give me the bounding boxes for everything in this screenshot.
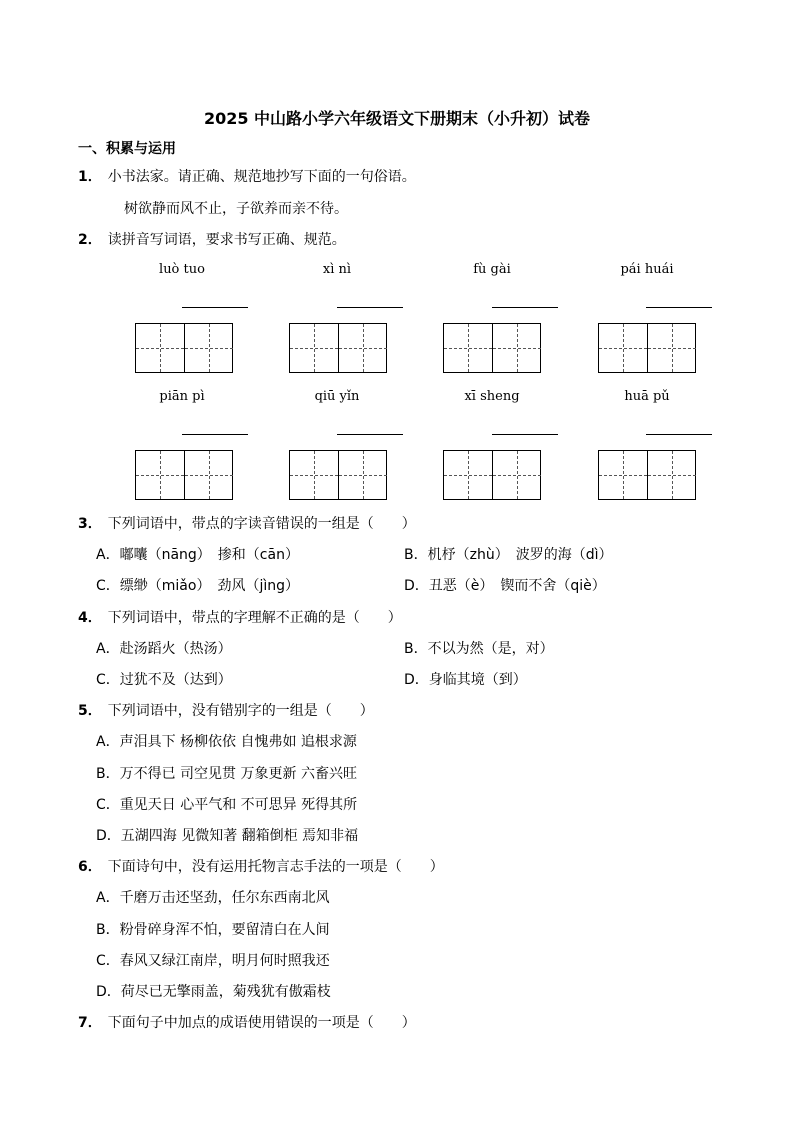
- question-3: [78, 513, 416, 533]
- answer-underline: [646, 434, 712, 435]
- question-text: 下面诗句中，没有运用托物言志手法的一项是（ ）: [107, 859, 444, 875]
- writing-grid[interactable]: [443, 450, 541, 500]
- option-b: B．万不得已 司空见贯 万象更新 六畜兴旺: [96, 766, 357, 782]
- question-6: [78, 856, 444, 876]
- option-c: C．重见天日 心平气和 不可思异 死得其所: [96, 797, 358, 813]
- option-d: D．丑恶（è） 锲而不舍（qiè）: [404, 578, 606, 594]
- question-number: 4．: [78, 610, 102, 626]
- pinyin-label: piān pì: [159, 389, 205, 404]
- pinyin-label: xì nì: [322, 262, 352, 277]
- pinyin-label: pái huái: [620, 262, 674, 277]
- option-b: B．机杼（zhù） 波罗的海（dì）: [404, 547, 613, 563]
- pinyin-label: xī sheng: [464, 389, 520, 404]
- option-a: A．嘟囔（nāng） 掺和（cān）: [96, 547, 299, 563]
- pinyin-label: luò tuo: [159, 262, 205, 277]
- answer-underline: [492, 434, 558, 435]
- option-b: B．粉骨碎身浑不怕，要留清白在人间: [96, 922, 330, 938]
- writing-grid[interactable]: [289, 450, 387, 500]
- question-7: [78, 1012, 416, 1032]
- option-a: A．赴汤蹈火（热汤）: [96, 641, 232, 657]
- option-c: C．缥缈（miǎo） 劲风（jìng）: [96, 578, 299, 594]
- question-number: 5．: [78, 703, 102, 719]
- question-4: [78, 607, 402, 627]
- answer-underline: [182, 307, 248, 308]
- answer-underline: [337, 434, 403, 435]
- answer-underline: [492, 307, 558, 308]
- option-a: A．声泪具下 杨柳依依 自愧弗如 追根求源: [96, 734, 357, 750]
- question-text: 下列词语中，带点的字读音错误的一组是（ ）: [107, 516, 416, 532]
- answer-underline: [182, 434, 248, 435]
- page-title: 2025 中山路小学六年级语文下册期末（小升初）试卷: [203, 109, 591, 128]
- question-number: 6．: [78, 859, 102, 875]
- question-5: [78, 700, 374, 720]
- option-c: C．春风又绿江南岸，明月何时照我还: [96, 953, 330, 969]
- answer-underline: [337, 307, 403, 308]
- option-d: D．身临其境（到）: [404, 672, 527, 688]
- question-number: 1．: [78, 169, 102, 185]
- writing-grid[interactable]: [289, 323, 387, 373]
- section-heading: 一、积累与运用: [78, 141, 176, 157]
- question-2: [78, 229, 346, 249]
- question-text: 下面句子中加点的成语使用错误的一项是（ ）: [107, 1015, 416, 1031]
- question-text: 下列词语中，带点的字理解不正确的是（ ）: [107, 610, 402, 626]
- writing-grid[interactable]: [598, 323, 696, 373]
- pinyin-label: qiū yǐn: [314, 389, 360, 404]
- option-a: A．千磨万击还坚劲，任尔东西南北风: [96, 890, 330, 906]
- question-text: 下列词语中，没有错别字的一组是（ ）: [107, 703, 374, 719]
- pinyin-label: huā pǔ: [624, 389, 670, 404]
- question-number: 7．: [78, 1015, 102, 1031]
- question-number: 3．: [78, 516, 102, 532]
- answer-underline: [646, 307, 712, 308]
- option-c: C．过犹不及（达到）: [96, 672, 232, 688]
- writing-grid[interactable]: [443, 323, 541, 373]
- option-d: D．荷尽已无擎雨盖，菊残犹有傲霜枝: [96, 984, 331, 1000]
- writing-grid[interactable]: [135, 450, 233, 500]
- pinyin-label: fù gài: [473, 262, 511, 277]
- writing-grid[interactable]: [598, 450, 696, 500]
- option-d: D．五湖四海 见微知著 翻箱倒柜 焉知非福: [96, 828, 359, 844]
- writing-grid[interactable]: [135, 323, 233, 373]
- question-text: 小书法家。请正确、规范地抄写下面的一句俗语。: [107, 169, 416, 185]
- option-b: B．不以为然（是，对）: [404, 641, 554, 657]
- question-text: 读拼音写词语，要求书写正确、规范。: [107, 232, 346, 248]
- proverb-text: 树欲静而风不止，子欲养而亲不待。: [124, 201, 348, 217]
- question-number: 2．: [78, 232, 102, 248]
- question-1: [78, 166, 416, 186]
